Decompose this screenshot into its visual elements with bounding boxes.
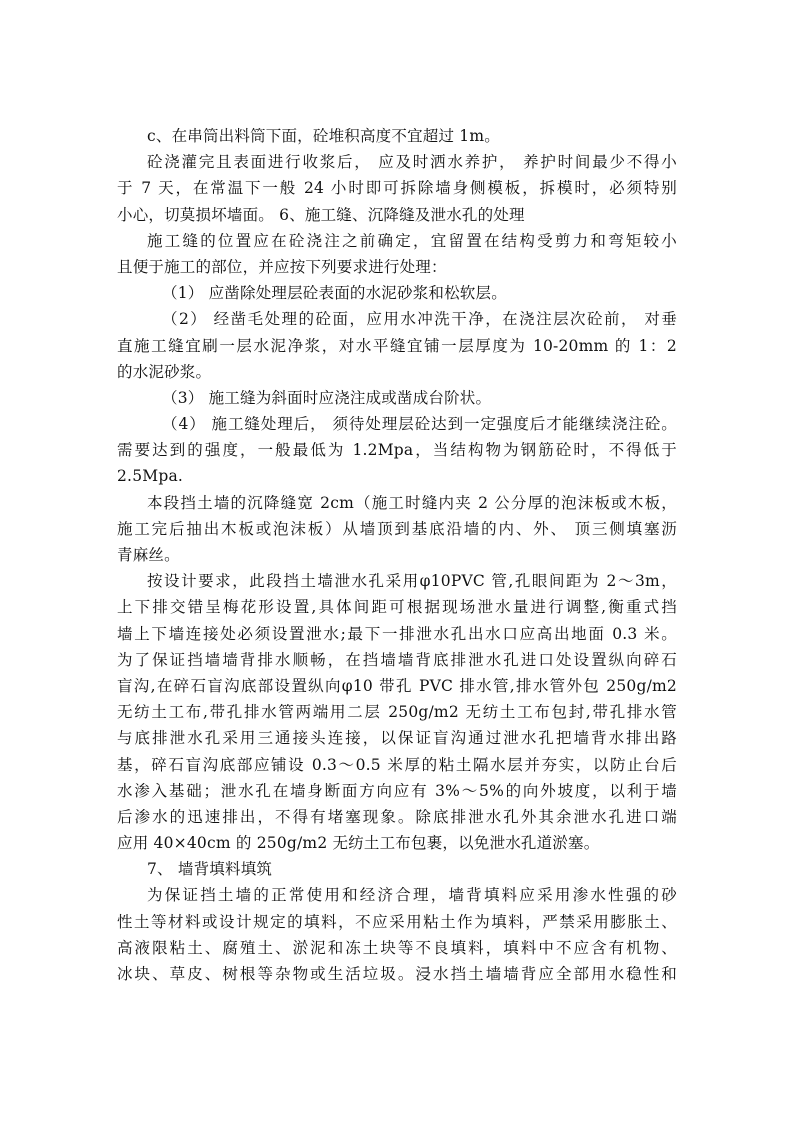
- text-line: 小心，切莫损坏墙面。 6、施工缝、沉降缝及泄水孔的处理: [117, 205, 525, 224]
- text-line: 盲沟,在碎石盲沟底部设置纵向φ10 带孔 PVC 排水管,排水管外包 250g/m2: [117, 676, 677, 695]
- text-line: 无纺土工布,带孔排水管两端用二层 250g/m2 无纺土工布包封,带孔排水管: [117, 703, 677, 722]
- text-line: 青麻丝。: [117, 546, 180, 564]
- text-line: 7、 墙背填料填筑: [147, 860, 273, 879]
- text-line: 直施工缝宜刷一层水泥净浆，对水平缝宜铺一层厚度为 10-20mm 的 1：2: [117, 336, 677, 355]
- text-line: 水渗入基础；泄水孔在墙身断面方向应有 3%～5%的向外坡度，以利于墙: [117, 781, 677, 800]
- text-line: 上下排交错呈梅花形设置,具体间距可根据现场泄水量进行调整,衡重式挡: [117, 598, 677, 617]
- text-line: c、在串筒出料筒下面，砼堆积高度不宜超过 1m。: [147, 127, 500, 145]
- text-line: 本段挡土墙的沉降缝宽 2cm（施工时缝内夹 2 公分厚的泡沫板或木板，: [147, 493, 677, 512]
- text-line: （1） 应凿除处理层砼表面的水泥砂浆和松软层。: [162, 284, 507, 303]
- text-line: 需要达到的强度，一般最低为 1.2Mpa，当结构物为钢筋砼时，不得低于: [117, 441, 677, 460]
- text-line: 高液限粘土、腐殖土、淤泥和冻土块等不良填料，填料中不应含有机物、: [117, 938, 677, 957]
- text-line: 2.5Mpa.: [117, 467, 184, 486]
- text-line: （2） 经凿毛处理的砼面，应用水冲洗干净，在浇注层次砼前， 对垂: [162, 310, 677, 329]
- text-line: 墙上下墙连接处必须设置泄水;最下一排泄水孔出水口应高出地面 0.3 米。: [117, 624, 677, 643]
- text-line: 与底排泄水孔采用三通接头连接，以保证盲沟通过泄水孔把墙背水排出路: [117, 729, 677, 748]
- text-line: 冰块、草皮、树根等杂物或生活垃圾。浸水挡土墙墙背应全部用水稳性和: [117, 965, 677, 983]
- text-line: 砼浇灌完且表面进行收浆后， 应及时洒水养护， 养护时间最少不得小: [147, 153, 677, 172]
- text-line: 施工缝的位置应在砼浇注之前确定，宜留置在结构受剪力和弯矩较小: [147, 231, 677, 250]
- text-line: 后渗水的迅速排出，不得有堵塞现象。除底排泄水孔外其余泄水孔进口端: [117, 807, 677, 826]
- text-line: 性土等材料或设计规定的填料，不应采用粘土作为填料，严禁采用膨胀土、: [117, 912, 677, 931]
- text-line: 为保证挡土墙的正常使用和经济合理，墙背填料应采用渗水性强的砂: [147, 886, 677, 905]
- text-line: 且便于施工的部位，并应按下列要求进行处理：: [117, 257, 447, 276]
- text-line: （4） 施工缝处理后， 须待处理层砼达到一定强度后才能继续浇注砼。: [162, 415, 677, 434]
- text-line: 应用 40×40cm 的 250g/m2 无纺土工布包裹，以免泄水孔道淤塞。: [117, 834, 600, 853]
- text-line: 于 7 天，在常温下一般 24 小时即可拆除墙身侧模板，拆模时，必须特别: [117, 179, 677, 198]
- text-line: 施工完后抽出木板或泡沫板）从墙顶到基底沿墙的内、外、 顶三侧填塞沥: [117, 519, 677, 538]
- text-line: 按设计要求，此段挡土墙泄水孔采用φ10PVC 管,孔眼间距为 2～3m，: [147, 572, 677, 591]
- text-line: 为了保证挡墙墙背排水顺畅，在挡墙墙背底排泄水孔进口处设置纵向碎石: [117, 650, 677, 669]
- text-line: 的水泥砂浆。: [117, 362, 212, 381]
- text-line: 基，碎石盲沟底部应铺设 0.3～0.5 米厚的粘土隔水层并夯实，以防止台后: [117, 755, 677, 774]
- text-line: （3） 施工缝为斜面时应浇注成或凿成台阶状。: [162, 388, 492, 407]
- body-text: [117, 123, 677, 987]
